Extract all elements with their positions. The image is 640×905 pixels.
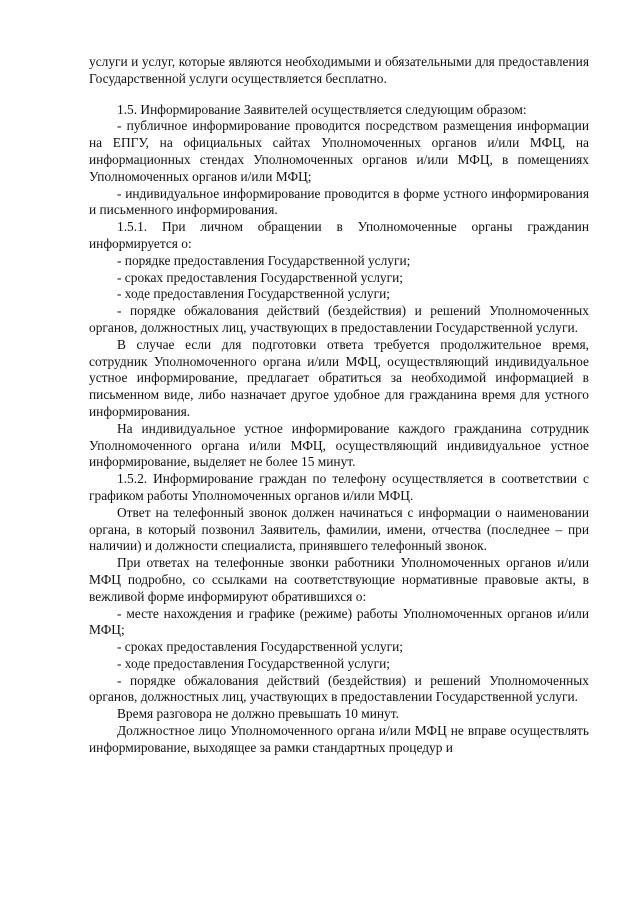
- list-item-progress: - ходе предоставления Государственной услуги;: [117, 286, 390, 302]
- document-body: [89, 54, 589, 757]
- paragraph-fee: услуги и услуг, которые являются необходимыми и обязательными для предоставления Государственной услуги осуществляется бесплатно.: [89, 54, 589, 86]
- paragraph-call-duration: Время разговора не должно превышать 10 минут.: [117, 706, 399, 722]
- list-item-appeal-2: - порядке обжалования действий (бездействия) и решений Уполномоченных органов, должностных лиц, участвующих в предоставлении Государственной услуги.: [89, 672, 589, 705]
- paragraph-section-1-5-1: 1.5.1. При личном обращении в Уполномоченные органы гражданин информируется о:: [89, 219, 589, 251]
- list-item-terms: - сроках предоставления Государственной услуги;: [117, 269, 403, 285]
- paragraph-long-preparation: В случае если для подготовки ответа требуется продолжительное время, сотрудник Уполномоченного органа и/или МФЦ, осуществляющий индивидуальное устное информирование, предлагает обратиться за необходимой информацией в письменном виде, либо назначает другое удобное для гражданина время для устного информирования.: [89, 336, 589, 419]
- list-item-procedure: - порядке предоставления Государственной услуги;: [117, 252, 411, 268]
- paragraph-phone-details: При ответах на телефонные звонки работники Уполномоченных органов и/или МФЦ подробно, со ссылками на соответствующие нормативные правовые акты, в вежливой форме информируют обратившихся о:: [89, 555, 589, 604]
- list-item-public-info: - публичное информирование проводится посредством размещения информации на ЕПГУ, на официальных сайтах Уполномоченных органов и/или МФЦ, на информационных стендах Уполномоченных органов и/или МФЦ, в помещениях Уполномоченных органов и/или МФЦ;: [89, 118, 589, 184]
- paragraph-official-limits: Должностное лицо Уполномоченного органа и/или МФЦ не вправе осуществлять информирование, выходящее за рамки стандартных процедур и: [89, 723, 589, 755]
- list-item-progress-2: - ходе предоставления Государственной услуги;: [117, 655, 390, 671]
- list-item-location-schedule: - месте нахождения и графике (режиме) работы Уполномоченных органов и/или МФЦ;: [89, 605, 589, 638]
- paragraph-section-1-5: 1.5. Информирование Заявителей осуществляется следующим образом:: [117, 101, 527, 117]
- paragraph-phone-answer: Ответ на телефонный звонок должен начинаться с информации о наименовании органа, в который позвонил Заявитель, фамилии, имени, отчества (последнее – при наличии) и должности специалиста, принявшего телефонный звонок.: [89, 504, 589, 554]
- list-item-individual-info: - индивидуальное информирование проводится в форме устного информирования и письменного информирования.: [89, 185, 589, 218]
- list-item-appeal: - порядке обжалования действий (бездействия) и решений Уполномоченных органов, должностных лиц, участвующих в предоставлении Государственной услуги.: [89, 303, 589, 335]
- paragraph-15-minutes: На индивидуальное устное информирование каждого гражданина сотрудник Уполномоченного органа и/или МФЦ, осуществляющий индивидуальное устное информирование, выделяет не более 15 минут.: [89, 420, 589, 470]
- paragraph-section-1-5-2: 1.5.2. Информирование граждан по телефону осуществляется в соответствии с графиком работы Уполномоченных органов и/или МФЦ.: [89, 471, 589, 503]
- list-item-terms-2: - сроках предоставления Государственной услуги;: [117, 639, 403, 655]
